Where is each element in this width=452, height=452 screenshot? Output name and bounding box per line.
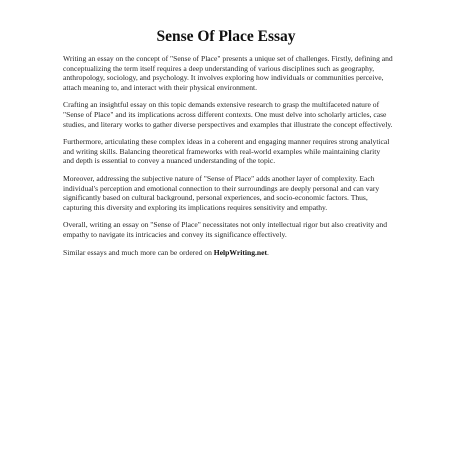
closing-prefix: Similar essays and much more can be ordered on [63, 247, 214, 257]
paragraph-skills: Furthermore, articulating these complex ideas in a coherent and engaging manner requires strong analytical and writing skills. Balancing theoretical frameworks with real-world examples while maintaining clarity and depth is essential to convey a nuanced understanding of the topic. [63, 137, 390, 166]
helpwriting-link[interactable]: HelpWriting.net [213, 247, 268, 257]
closing-suffix: . [267, 247, 269, 257]
paragraph-subjective: Moreover, addressing the subjective nature of "Sense of Place" adds another layer of complexity. Each individual's perception and emotional connection to their surroundings are deeply personal and can vary significantly based on cultural background, personal experiences, and socio-economic factors. Thus, capturing this diversity and exploring its implications requires sensitivity and empathy. [63, 173, 380, 212]
paragraph-intro: Writing an essay on the concept of "Sense of Place" presents a unique set of challenges. Firstly, defining and conceptualizing the term itself requires a deep understanding of various disciplines such as geography, anthropology, sociology, and psychology. It involves exploring how individuals or communities perceive, attach meaning to, and interact with their physical environment. [63, 54, 393, 92]
paragraph-research: Crafting an insightful essay on this topic demands extensive research to grasp the multifaceted nature of "Sense of Place" and its implications across different contexts. One must delve into scholarly articles, case studies, and literary works to gather diverse perspectives and examples that illustrate the concept effectively. [63, 100, 393, 129]
essay-body [63, 54, 393, 257]
paragraph-overall: Overall, writing an essay on "Sense of Place" necessitates not only intellectual rigor but also creativity and empathy to navigate its intricacies and convey its significance effectively. [63, 220, 387, 239]
closing-line [63, 248, 393, 258]
page-title: Sense Of Place Essay [156, 28, 296, 45]
